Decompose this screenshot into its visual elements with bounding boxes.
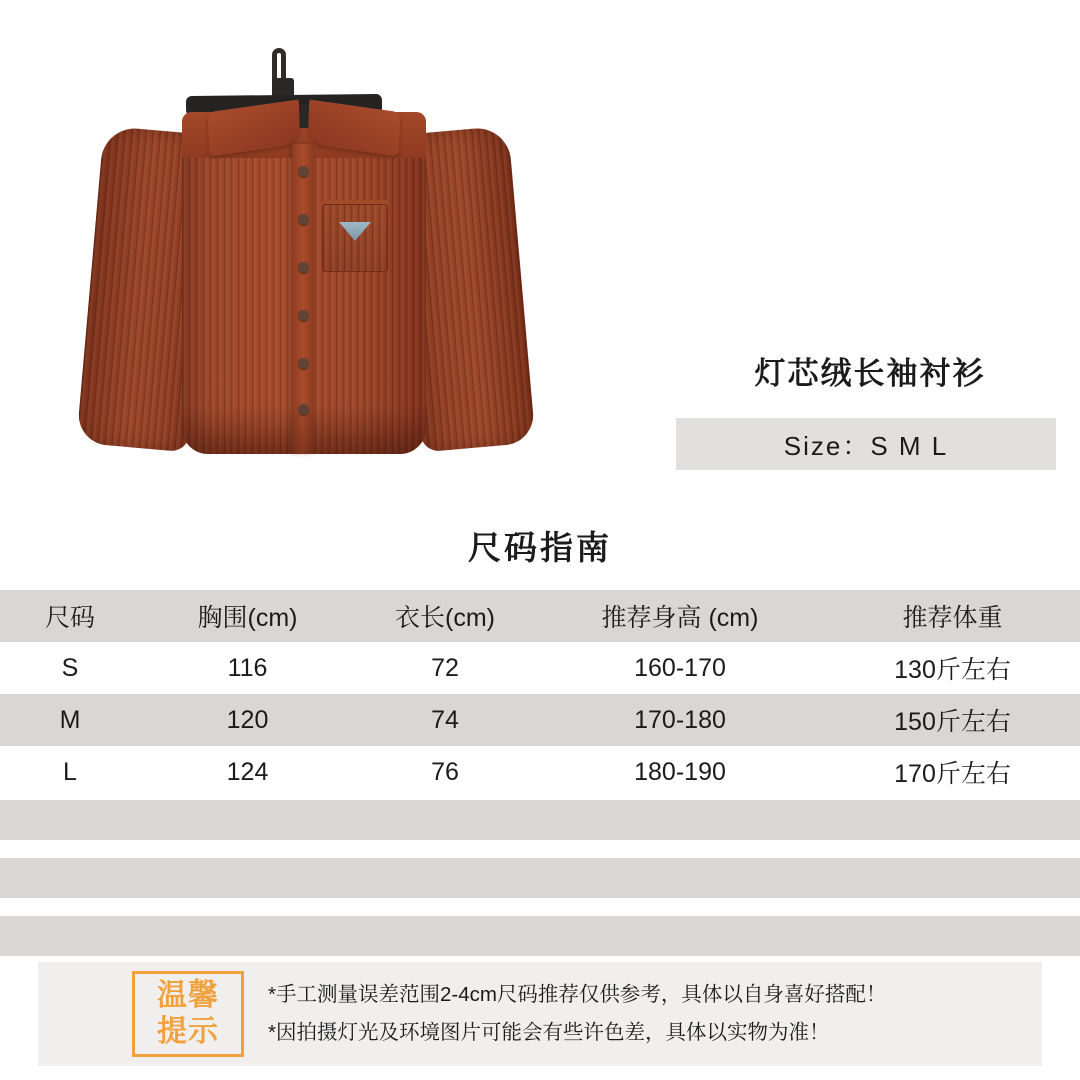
cell-height: 170-180 bbox=[634, 705, 726, 734]
table-row bbox=[0, 694, 1080, 746]
notice-badge-line-2: 提示 bbox=[157, 1015, 219, 1048]
cell-weight: 130斤左右 bbox=[894, 656, 1011, 684]
cell-length: 76 bbox=[431, 757, 459, 786]
size-availability-text: Size：S M L bbox=[783, 430, 949, 461]
notice-badge bbox=[132, 971, 244, 1057]
button-4-icon bbox=[298, 310, 309, 321]
column-header-size: 尺码 bbox=[44, 604, 95, 632]
notice-badge-line-1: 温馨 bbox=[157, 979, 219, 1012]
button-3-icon bbox=[298, 262, 309, 273]
cell-weight: 170斤左右 bbox=[894, 760, 1011, 788]
cell-size: M bbox=[59, 705, 81, 734]
size-availability-bar bbox=[676, 418, 1056, 470]
column-header-weight: 推荐体重 bbox=[902, 604, 1003, 632]
cell-size: L bbox=[63, 757, 77, 786]
table-row bbox=[0, 746, 1080, 798]
cell-chest: 120 bbox=[226, 705, 269, 734]
garment-illustration bbox=[86, 104, 538, 456]
decorative-bar-3 bbox=[0, 916, 1080, 956]
cell-height: 160-170 bbox=[634, 653, 726, 682]
table-row bbox=[0, 642, 1080, 694]
cell-length: 72 bbox=[431, 653, 459, 682]
button-5-icon bbox=[298, 358, 309, 369]
button-1-icon bbox=[298, 166, 309, 177]
column-header-chest: 胸围(cm) bbox=[197, 604, 298, 632]
cell-length: 74 bbox=[431, 705, 459, 734]
cell-chest: 116 bbox=[227, 653, 268, 682]
notice-line-1: *手工测量误差范围2-4cm尺码推荐仅供参考，具体以自身喜好搭配！ bbox=[268, 983, 887, 1006]
cell-chest: 124 bbox=[226, 757, 269, 786]
decorative-bar-1 bbox=[0, 800, 1080, 840]
notice-text bbox=[268, 976, 886, 1052]
table-header-row bbox=[0, 590, 1080, 642]
notice-line-2: *因拍摄灯光及环境图片可能会有些许色差，具体以实物为准！ bbox=[268, 1021, 830, 1044]
product-photo bbox=[0, 0, 660, 510]
size-guide-table bbox=[0, 590, 1080, 798]
size-guide-heading: 尺码指南 bbox=[468, 529, 612, 566]
product-title: 灯芯绒长袖衬衫 bbox=[754, 356, 986, 391]
notice-panel bbox=[38, 962, 1042, 1066]
column-header-height: 推荐身高 (cm) bbox=[601, 604, 759, 632]
decorative-bar-2 bbox=[0, 858, 1080, 898]
cell-height: 180-190 bbox=[634, 757, 726, 786]
cell-weight: 150斤左右 bbox=[894, 708, 1011, 736]
cell-size: S bbox=[61, 653, 79, 682]
hem-shadow bbox=[182, 404, 426, 454]
button-2-icon bbox=[298, 214, 309, 225]
hanger-hook-icon bbox=[272, 48, 286, 82]
column-header-length: 衣长(cm) bbox=[395, 604, 495, 632]
